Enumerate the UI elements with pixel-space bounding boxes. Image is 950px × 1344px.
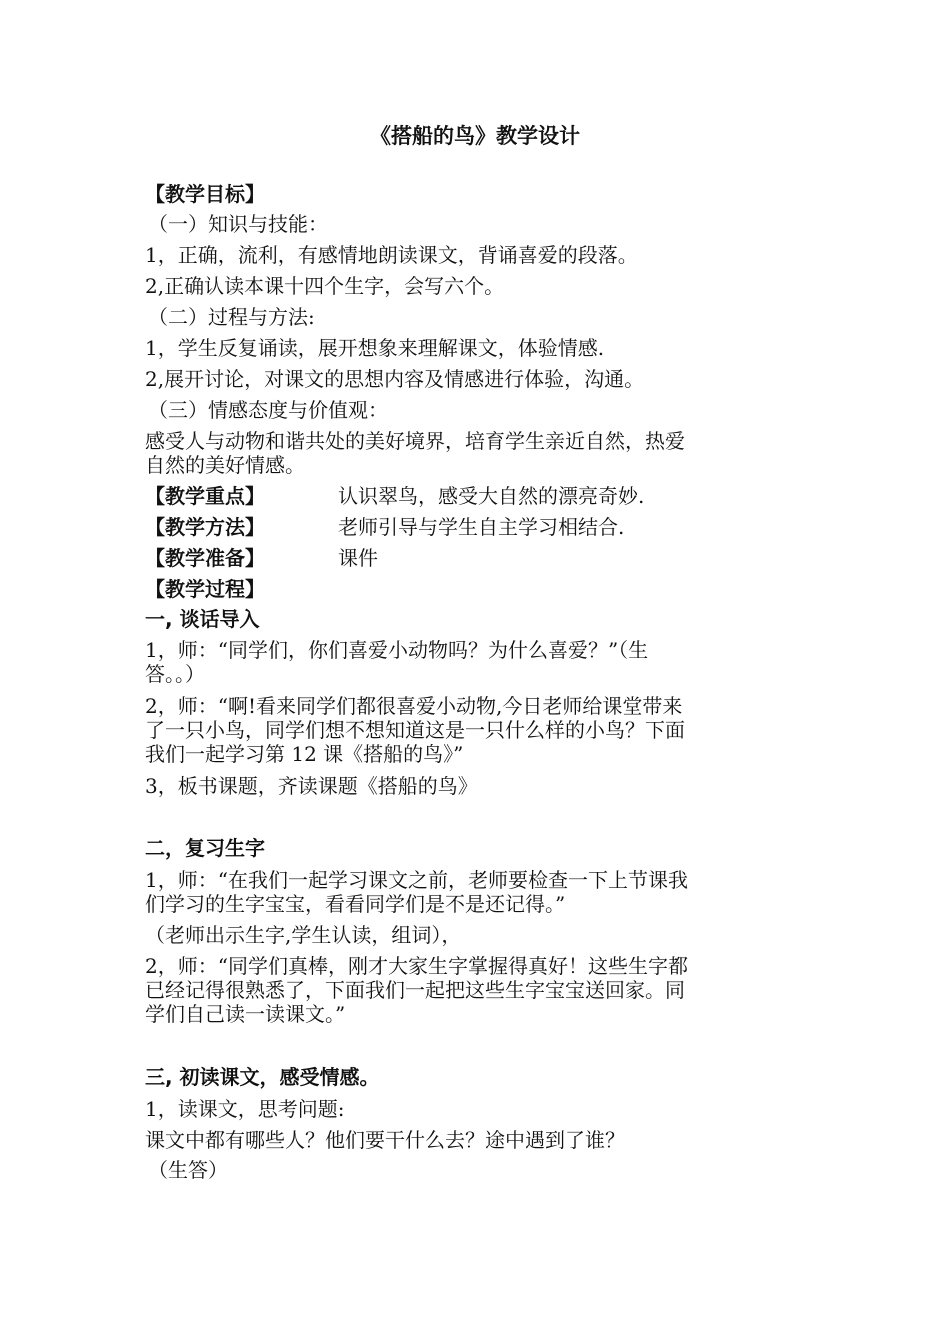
prep-value: 课件 [338, 546, 378, 570]
prep-label: 【教学准备】 [145, 546, 265, 570]
part2-p2-line-a: 2，师：“同学们真棒，刚才大家生字掌握得真好！这些生字都 [145, 954, 688, 978]
part3-heading: 三, 初读课文，感受情感。 [145, 1065, 380, 1089]
part3-p1: 1，读课文，思考问题: [145, 1097, 345, 1121]
objective-section-2: （二）过程与方法: [148, 305, 315, 329]
part3-p2: 课文中都有哪些人？他们要干什么去？途中遇到了谁？ [145, 1128, 625, 1152]
part1-heading: 一, 谈话导入 [145, 607, 260, 631]
objective-3-line-a: 感受人与动物和谐共处的美好境界，培育学生亲近自然，热爱 [145, 429, 685, 453]
objective-section-3: （三）情感态度与价值观： [148, 398, 388, 422]
objective-3-line-b: 自然的美好情感。 [145, 453, 305, 477]
part2-p1-line-c: （老师出示生字,学生认读，组词）， [145, 923, 462, 947]
key-point-value: 认识翠鸟，感受大自然的漂亮奇妙. [338, 484, 645, 508]
part1-p3: 3，板书课题，齐读课题《搭船的鸟》 [145, 774, 478, 798]
key-point-label: 【教学重点】 [145, 484, 265, 508]
method-value: 老师引导与学生自主学习相结合. [338, 515, 625, 539]
part2-p1-line-a: 1，师：“在我们一起学习课文之前，老师要检查一下上节课我 [145, 868, 688, 892]
objective-2-1: 1，学生反复诵读，展开想象来理解课文，体验情感. [145, 336, 605, 360]
objective-1-2: 2,正确认读本课十四个生字，会写六个。 [145, 274, 505, 298]
part1-p1-line-b: 答。。） [145, 662, 205, 686]
objective-section-1: （一）知识与技能： [148, 212, 328, 236]
objective-1-1: 1，正确，流利，有感情地朗读课文，背诵喜爱的段落。 [145, 243, 638, 267]
objective-2-2: 2,展开讨论，对课文的思想内容及情感进行体验，沟通。 [145, 367, 645, 391]
part1-p1-line-a: 1，师：“同学们，你们喜爱小动物吗？为什么喜爱？”（生 [145, 638, 649, 662]
method-label: 【教学方法】 [145, 515, 265, 539]
part2-heading: 二，复习生字 [145, 836, 265, 860]
document-title: 《搭船的鸟》教学设计 [370, 124, 580, 148]
part3-p3: （生答） [148, 1158, 228, 1182]
part1-p2-line-c: 我们一起学习第 12 课《搭船的鸟》” [145, 742, 464, 766]
part1-p2-line-a: 2，师：“啊!看来同学们都很喜爱小动物,今日老师给课堂带来 [145, 694, 683, 718]
part1-p2-line-b: 了一只小鸟，同学们想不想知道这是一只什么样的小鸟？下面 [145, 718, 685, 742]
objectives-heading: 【教学目标】 [145, 182, 265, 206]
part2-p1-line-b: 们学习的生字宝宝，看看同学们是不是还记得。” [145, 892, 566, 916]
part2-p2-line-b: 已经记得很熟悉了，下面我们一起把这些生字宝宝送回家。同 [145, 978, 685, 1002]
part2-p2-line-c: 学们自己读一读课文。” [145, 1002, 346, 1026]
process-label: 【教学过程】 [145, 577, 265, 601]
